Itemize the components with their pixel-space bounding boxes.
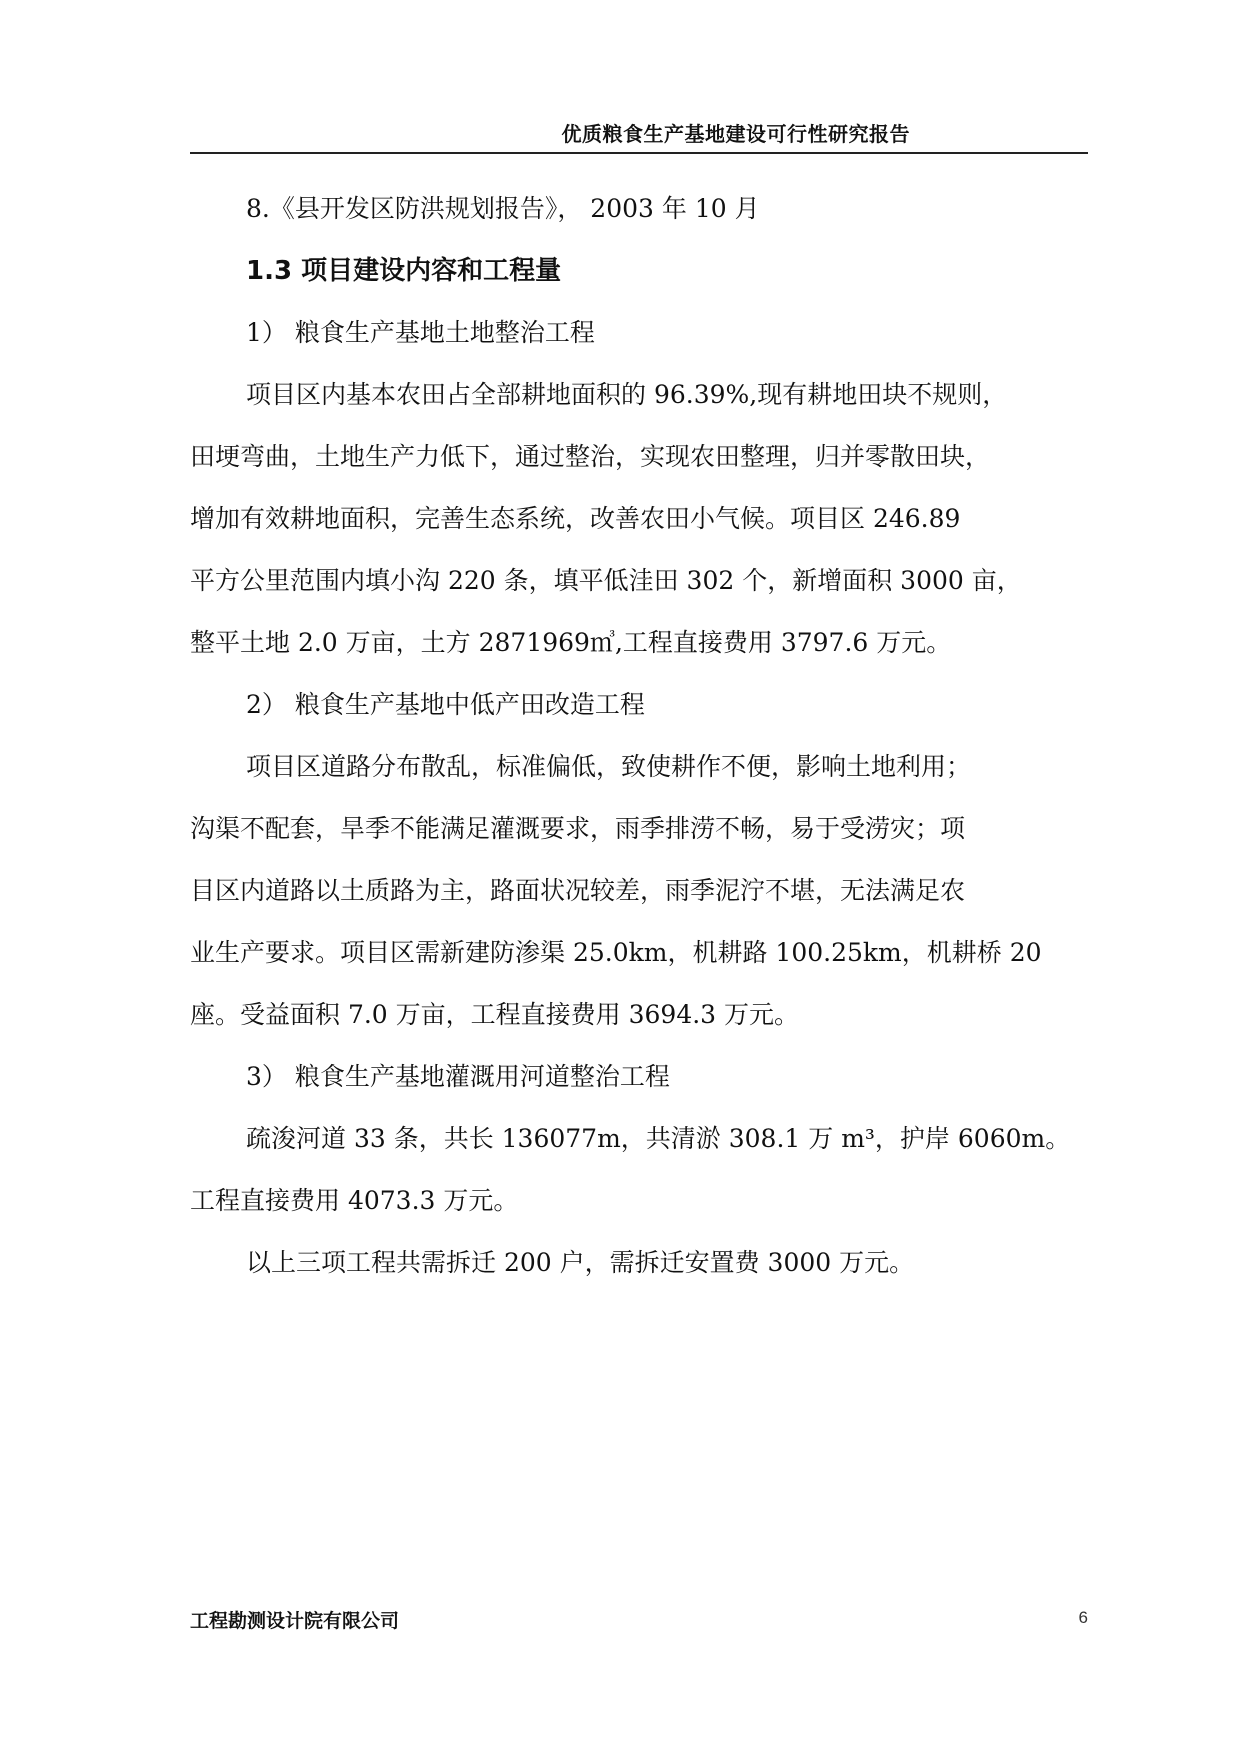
paragraph-line: 工程直接费用 4073.3 万元。 [190, 1186, 519, 1215]
item-1-paragraph [190, 364, 1088, 674]
company-name: 工程勘测设计院有限公司 [190, 1610, 400, 1632]
paragraph-line: 项目区内基本农田占全部耕地面积的 96.39%,现有耕地田块不规则， [246, 380, 1008, 409]
paragraph-line: 座。受益面积 7.0 万亩，工程直接费用 3694.3 万元。 [190, 1000, 800, 1029]
item-3-title: 3） 粮食生产基地灌溉用河道整治工程 [246, 1062, 670, 1091]
paragraph-line: 增加有效耕地面积，完善生态系统，改善农田小气候。项目区 246.89 [190, 504, 961, 533]
document-title: 优质粮食生产基地建设可行性研究报告 [561, 122, 910, 146]
item-1-title: 1） 粮食生产基地土地整治工程 [246, 318, 595, 347]
paragraph-line: 田埂弯曲，土地生产力低下，通过整治，实现农田整理，归并零散田块， [190, 442, 991, 471]
paragraph-line: 疏浚河道 33 条，共长 136077m，共清淤 308.1 万 m³，护岸 6060m。 [246, 1124, 1071, 1153]
paragraph-line: 整平土地 2.0 万亩，土方 2871969㎥,工程直接费用 3797.6 万元。 [190, 628, 952, 657]
page-footer [190, 1606, 1088, 1636]
summary-paragraph: 以上三项工程共需拆迁 200 户，需拆迁安置费 3000 万元。 [246, 1248, 915, 1277]
page-header [190, 118, 1088, 154]
item-2-paragraph [190, 736, 1088, 1046]
section-heading: 1.3 项目建设内容和工程量 [246, 256, 562, 286]
paragraph-line: 目区内道路以土质路为主，路面状况较差，雨季泥泞不堪，无法满足农 [190, 876, 966, 905]
paragraph-line: 项目区道路分布散乱，标准偏低，致使耕作不便，影响土地利用； [246, 752, 972, 781]
paragraph-line: 沟渠不配套，旱季不能满足灌溉要求，雨季排涝不畅，易于受涝灾；项 [190, 814, 966, 843]
page-body [190, 178, 1088, 1294]
paragraph-line: 平方公里范围内填小沟 220 条，填平低洼田 302 个，新增面积 3000 亩， [190, 566, 1022, 595]
item-3-paragraph [190, 1108, 1088, 1232]
page-number: 6 [1078, 1608, 1088, 1627]
item-2-title: 2） 粮食生产基地中低产田改造工程 [246, 690, 645, 719]
paragraph-line: 业生产要求。项目区需新建防渗渠 25.0km，机耕路 100.25km，机耕桥 20 [190, 938, 1042, 967]
reference-item-8: 8.《县开发区防洪规划报告》， 2003 年 10 月 [246, 194, 760, 223]
